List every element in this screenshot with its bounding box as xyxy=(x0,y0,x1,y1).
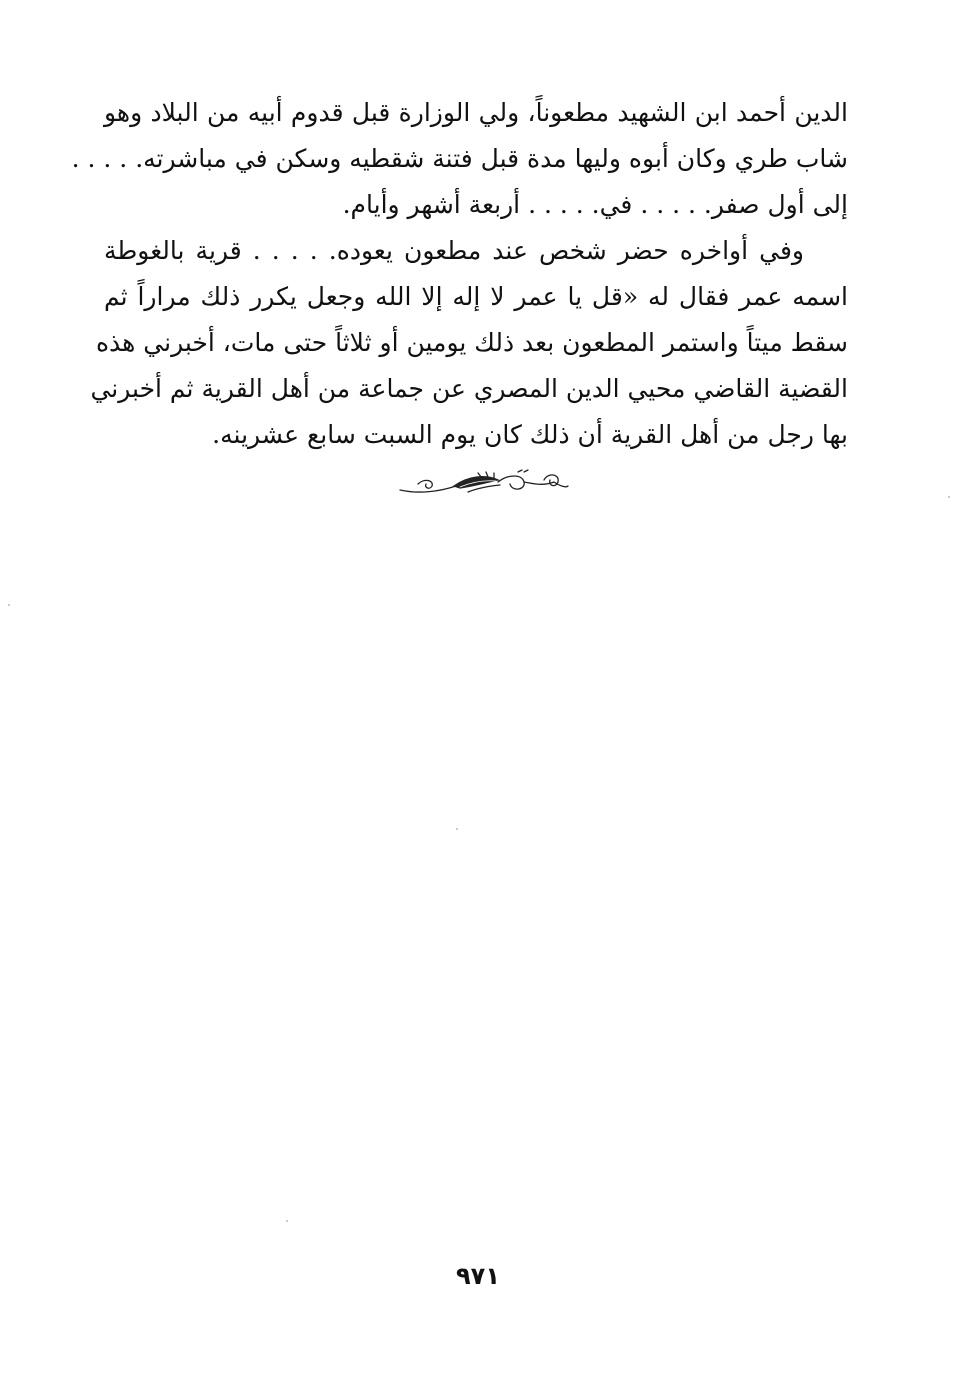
text-line: بها رجل من أهل القرية أن ذلك كان يوم السبت سابع عشرينه. xyxy=(212,420,848,449)
page-number: ٩٧١ xyxy=(456,1262,500,1290)
scan-speck xyxy=(948,496,950,498)
paragraph-1 xyxy=(71,90,848,228)
paragraph-2 xyxy=(90,228,848,458)
text-line: اسمه عمر فقال له «قل يا عمر لا إله إلا الله وجعل يكرر ذلك مراراً ثم xyxy=(104,282,848,311)
scan-speck xyxy=(8,604,10,606)
text-line: الدين أحمد ابن الشهيد مطعوناً، ولي الوزارة قبل قدوم أبيه من البلاد وهو xyxy=(104,98,848,127)
scan-speck xyxy=(456,828,458,830)
scan-speck xyxy=(286,1220,288,1222)
text-line: وفي أواخره حضر شخص عند مطعون يعوده. . . . . قرية بالغوطة xyxy=(104,236,804,265)
text-line: إلى أول صفر. . . . . في. . . . . أربعة أشهر وأيام. xyxy=(342,190,848,219)
text-line: القضية القاضي محيي الدين المصري عن جماعة من أهل القرية ثم أخبرني xyxy=(90,374,848,403)
text-line: شاب طري وكان أبوه وليها مدة قبل فتنة شقطيه وسكن في مباشرته. . . . . xyxy=(71,144,848,173)
text-line: سقط ميتاً واستمر المطعون بعد ذلك يومين أو ثلاثاً حتى مات، أخبرني هذه xyxy=(95,328,848,357)
floral-divider-icon xyxy=(398,468,570,498)
